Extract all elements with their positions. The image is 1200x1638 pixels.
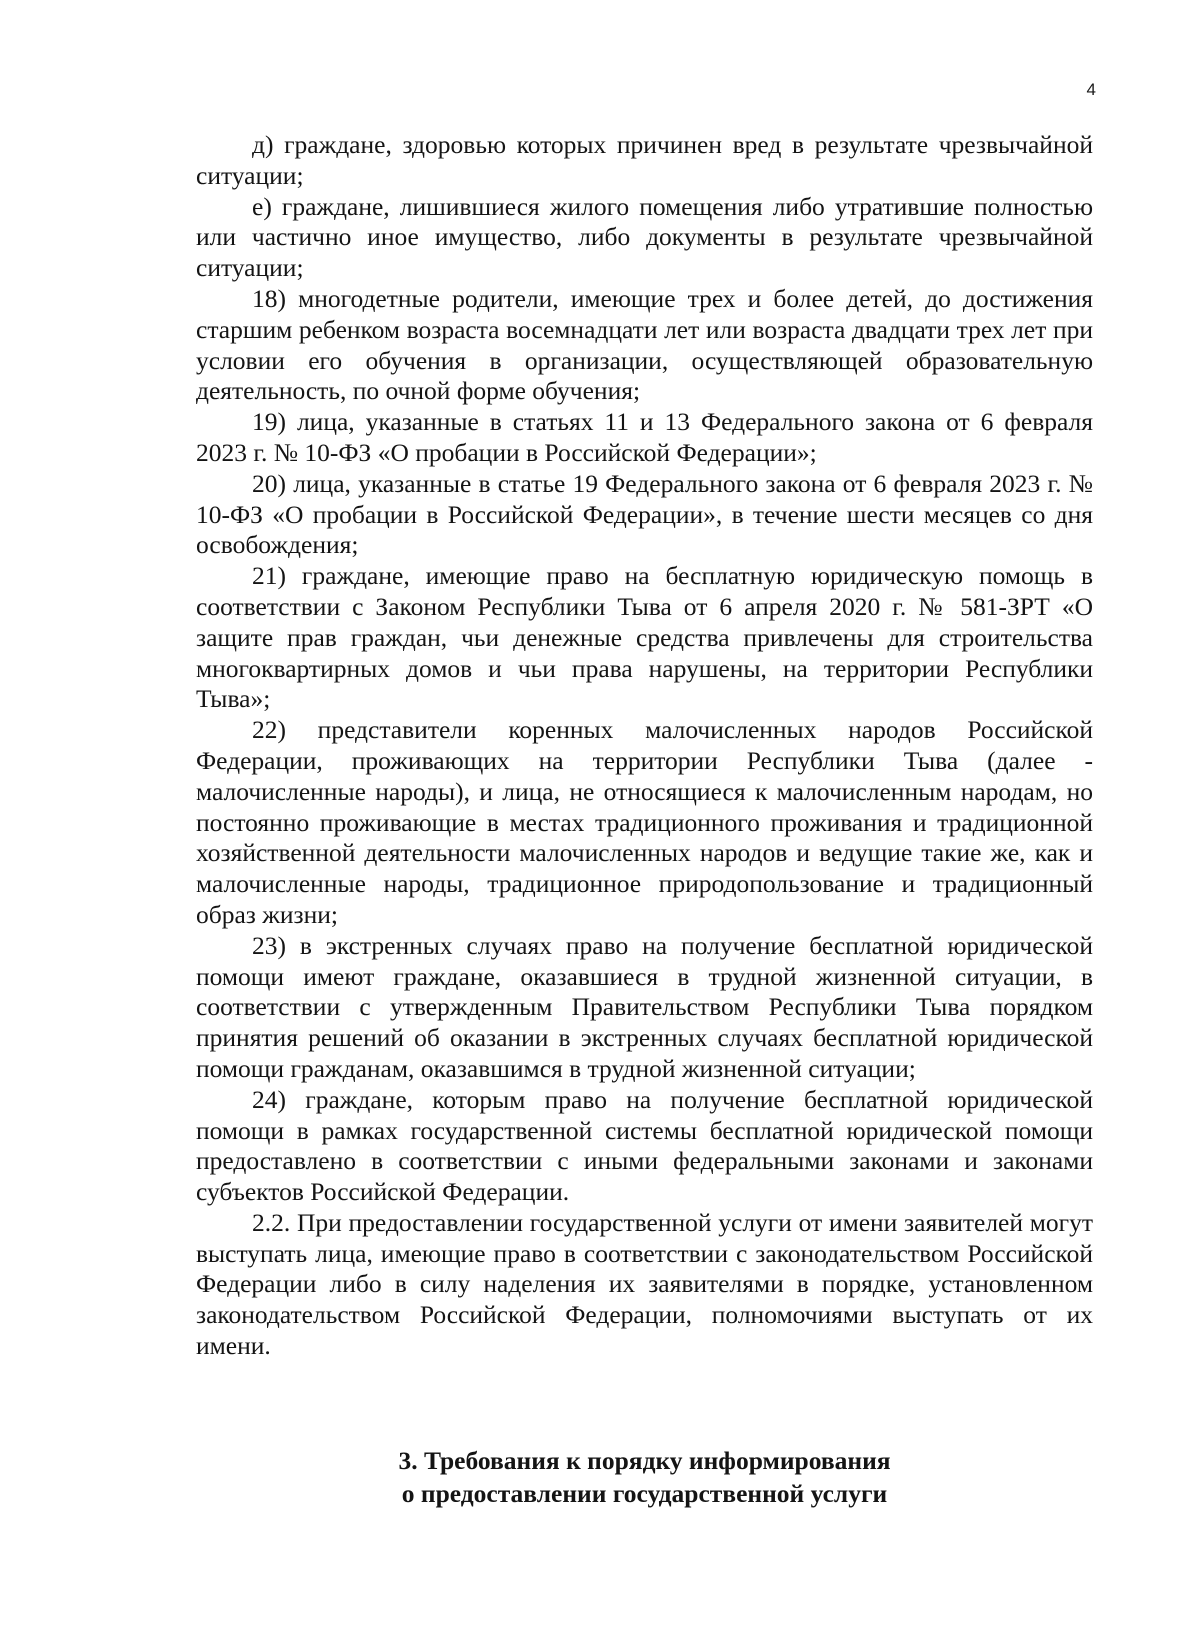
section-heading-line-1: 3. Требования к порядку информирования [398, 1446, 891, 1475]
paragraph-item-d: д) граждане, здоровью которых причинен вред в результате чрезвычайной ситуации; [196, 130, 1093, 190]
page-number: 4 [1086, 80, 1096, 99]
paragraph-item-e: е) граждане, лишившиеся жилого помещения либо утратившие полностью или частично иное имущество, либо документы в результате чрезвычайной ситуации; [196, 191, 1093, 283]
section-heading [196, 1444, 1093, 1510]
section-heading-line-2: о предоставлении государственной услуги [401, 1479, 888, 1508]
paragraph-section-2-2: 2.2. При предоставлении государственной услуги от имени заявителей могут выступать лица, имеющие право в соответствии с законодательством Российской Федерации либо в силу наделения их заявителями в порядке, установленном законодательством Российской Федерации, полномочиями выступать от их имени. [196, 1207, 1093, 1361]
paragraph-item-24: 24) граждане, которым право на получение бесплатной юридической помощи в рамках государственной системы бесплатной юридической помощи предоставлено в соответствии с иными федеральными законами и законами субъектов Российской Федерации. [196, 1084, 1093, 1207]
paragraph-item-22: 22) представители коренных малочисленных народов Российской Федерации, проживающих на территории Республики Тыва (далее - малочисленные народы), и лица, не относящиеся к малочисленным народам, но постоянно проживающие в местах традиционного проживания и традиционной хозяйственной деятельности малочисленных народов и ведущие такие же, как и малочисленные народы, традиционное природопользование и традиционный образ жизни; [196, 715, 1093, 929]
document-body [196, 130, 1093, 1362]
paragraph-item-21: 21) граждане, имеющие право на бесплатную юридическую помощь в соответствии с Законом Республики Тыва от 6 апреля 2020 г. № 581-ЗРТ «О защите прав граждан, чьи денежные средства привлечены для строительства многоквартирных домов и чьи права нарушены, на территории Республики Тыва»; [196, 561, 1093, 714]
paragraph-item-23: 23) в экстренных случаях право на получение бесплатной юридической помощи имеют граждане, оказавшиеся в трудной жизненной ситуации, в соответствии с утвержденным Правительством Республики Тыва порядком принятия решений об оказании в экстренных случаях бесплатной юридической помощи гражданам, оказавшимся в трудной жизненной ситуации; [196, 930, 1093, 1083]
paragraph-item-18: 18) многодетные родители, имеющие трех и более детей, до достижения старшим ребенком возраста восемнадцати лет или возраста двадцати трех лет при условии его обучения в организации, осуществляющей образовательную деятельность, по очной форме обучения; [196, 283, 1093, 406]
paragraph-item-20: 20) лица, указанные в статье 19 Федерального закона от 6 февраля 2023 г. № 10-ФЗ «О пробации в Российской Федерации», в течение шести месяцев со дня освобождения; [196, 468, 1093, 560]
paragraph-item-19: 19) лица, указанные в статьях 11 и 13 Федерального закона от 6 февраля 2023 г. № 10-ФЗ «О пробации в Российской Федерации»; [196, 407, 1093, 467]
